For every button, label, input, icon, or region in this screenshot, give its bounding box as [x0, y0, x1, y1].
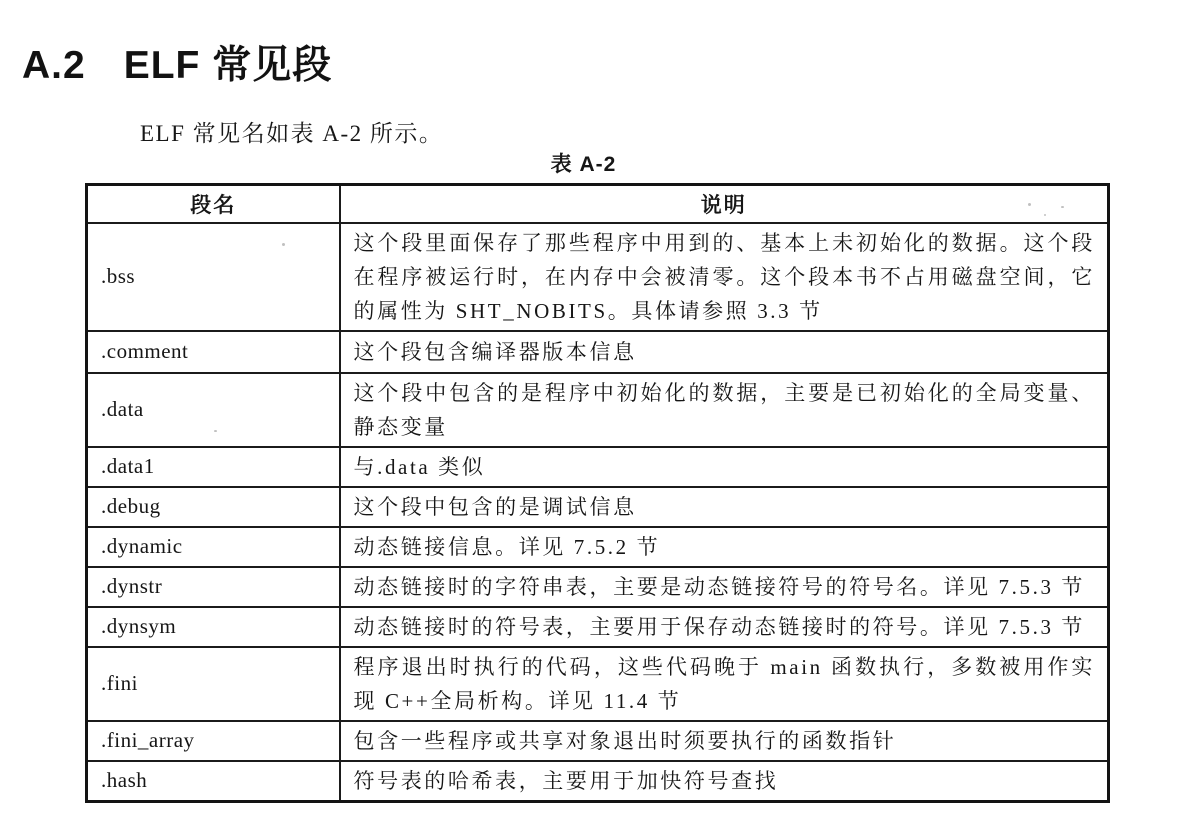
table-header-row: [87, 185, 1109, 223]
section-description-cell: 动态链接信息。详见 7.5.2 节: [340, 527, 1109, 567]
scan-speckle: [1061, 206, 1064, 208]
section-description-cell: 程序退出时执行的代码，这些代码晚于 main 函数执行，多数被用作实现 C++全局析构。详见 11.4 节: [340, 647, 1109, 721]
section-name-cell: .bss: [87, 223, 340, 331]
section-number: A.2: [22, 44, 86, 88]
table-row: [87, 487, 1109, 527]
section-name-cell: .data: [87, 373, 340, 447]
table-row: [87, 373, 1109, 447]
scan-speckle: [1028, 203, 1031, 206]
table-row: [87, 721, 1109, 761]
table-row: [87, 331, 1109, 373]
section-name-cell: .fini: [87, 647, 340, 721]
table-row: [87, 607, 1109, 647]
table-body: [87, 223, 1109, 802]
section-description-cell: 包含一些程序或共享对象退出时须要执行的函数指针: [340, 721, 1109, 761]
column-header-section-name: 段名: [87, 185, 340, 223]
scan-speckle: [1044, 214, 1046, 216]
section-description-cell: 动态链接时的符号表，主要用于保存动态链接时的符号。详见 7.5.3 节: [340, 607, 1109, 647]
section-name-cell: .hash: [87, 761, 340, 802]
table-row: [87, 223, 1109, 331]
section-description-cell: 这个段中包含的是调试信息: [340, 487, 1109, 527]
section-name-cell: .debug: [87, 487, 340, 527]
section-description-cell: 这个段里面保存了那些程序中用到的、基本上未初始化的数据。这个段在程序被运行时，在内存中会被清零。这个段本书不占用磁盘空间，它的属性为 SHT_NOBITS。具体请参照 3.3 节: [340, 223, 1109, 331]
column-header-description: 说明: [340, 185, 1109, 223]
section-description-cell: 这个段中包含的是程序中初始化的数据，主要是已初始化的全局变量、静态变量: [340, 373, 1109, 447]
section-description-cell: 动态链接时的字符串表，主要是动态链接符号的符号名。详见 7.5.3 节: [340, 567, 1109, 607]
section-heading: [22, 34, 332, 90]
section-name-cell: .data1: [87, 447, 340, 487]
scan-speckle: [214, 430, 217, 432]
section-description-cell: 符号表的哈希表，主要用于加快符号查找: [340, 761, 1109, 802]
table-caption: 表 A-2: [550, 153, 617, 176]
scan-speckle: [282, 243, 285, 246]
section-description-cell: 这个段包含编译器版本信息: [340, 331, 1109, 373]
section-name-cell: .dynamic: [87, 527, 340, 567]
section-name-cell: .fini_array: [87, 721, 340, 761]
section-description-cell: 与.data 类似: [340, 447, 1109, 487]
table-row: [87, 761, 1109, 802]
table-row: [87, 527, 1109, 567]
elf-sections-table: [85, 183, 1110, 803]
section-name-cell: .dynsym: [87, 607, 340, 647]
section-title: ELF 常见段: [123, 44, 333, 88]
table-row: [87, 447, 1109, 487]
intro-paragraph: ELF 常见名如表 A-2 所示。: [140, 121, 444, 146]
section-name-cell: .dynstr: [87, 567, 340, 607]
section-name-cell: .comment: [87, 331, 340, 373]
table-row: [87, 567, 1109, 607]
table-row: [87, 647, 1109, 721]
